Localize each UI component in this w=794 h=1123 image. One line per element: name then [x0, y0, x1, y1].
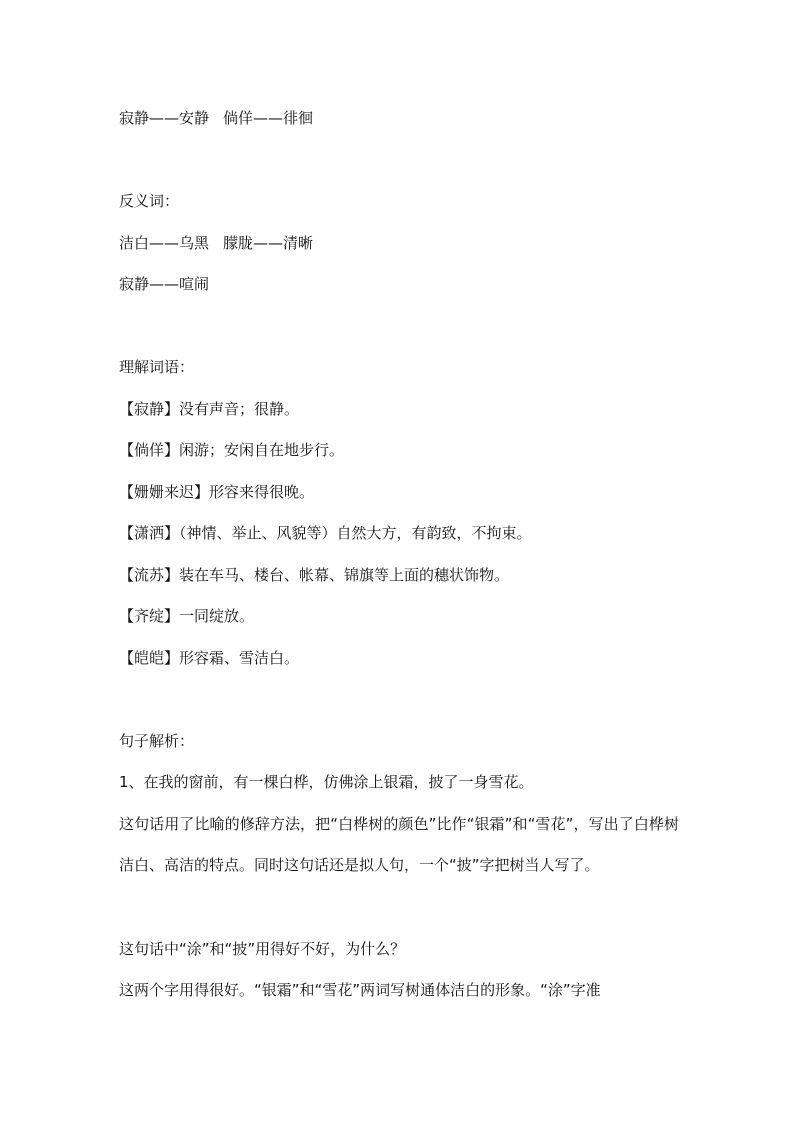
antonym-line-1 — [119, 233, 313, 253]
explanation-paragraph-1: 这句话用了比喻的修辞方法，把“白桦树的颜色”比作“银霜”和“雪花”，写出了白桦树洁白、高洁的特点。同时这句话还是拟人句，一个“披”字把树当人写了。 — [119, 815, 679, 874]
synonym-pair-1: 寂静——安静 — [119, 109, 210, 127]
antonym-pair-1: 洁白——乌黑 — [119, 234, 210, 252]
sentence-analysis-heading: 句子解析： — [119, 732, 195, 750]
synonym-line-1 — [119, 108, 313, 128]
vocab-item-shanshanlaichi: 【姗姗来迟】形容来得很晚。 — [119, 483, 315, 501]
antonym-pair-2: 朦胧——清晰 — [223, 234, 314, 252]
synonym-pair-2: 倘佯——徘徊 — [223, 109, 314, 127]
answer-1: 这两个字用得很好。“银霜”和“雪花”两词写树通体洁白的形象。“涂”字准 — [119, 981, 601, 999]
vocab-item-changyang: 【倘佯】闲游；安闲自在地步行。 — [119, 441, 345, 459]
vocab-item-xiaosa: 【潇洒】（神情、举止、风貌等）自然大方，有韵致，不拘束。 — [119, 524, 532, 542]
vocab-item-qizhan: 【齐绽】一同绽放。 — [119, 607, 255, 625]
vocab-item-liusu: 【流苏】装在车马、楼台、帐幕、锦旗等上面的穗状饰物。 — [119, 566, 510, 584]
antonym-line-2: 寂静——喧闹 — [119, 275, 210, 293]
sentence-1: 1、在我的窗前，有一棵白桦，仿佛涂上银霜，披了一身雪花。 — [119, 773, 534, 791]
vocab-item-aiai: 【皑皑】形容霜、雪洁白。 — [119, 649, 300, 667]
question-1: 这句话中“涂”和“披”用得好不好，为什么？ — [119, 940, 406, 958]
antonyms-heading: 反义词： — [119, 192, 180, 210]
vocab-item-jijing: 【寂静】没有声音；很静。 — [119, 400, 300, 418]
vocabulary-heading: 理解词语： — [119, 358, 195, 376]
